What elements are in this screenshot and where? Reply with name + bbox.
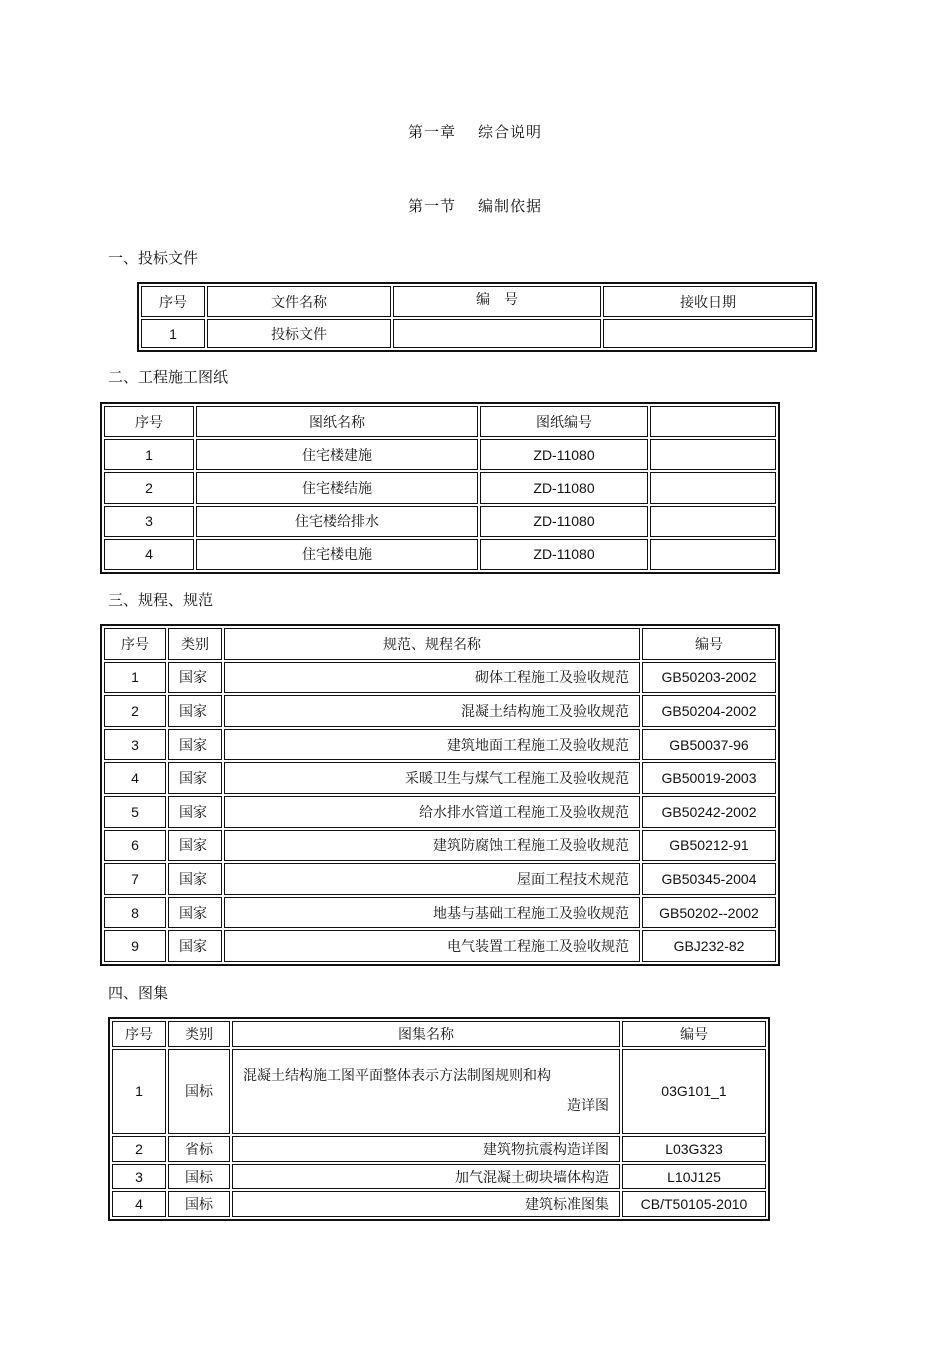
table-row — [104, 863, 776, 895]
table-cell: 6 — [104, 830, 166, 862]
table-cell: 混凝土结构施工及验收规范 — [224, 695, 640, 727]
table-cell: GB50203-2002 — [642, 662, 776, 694]
table-header-row — [104, 406, 776, 437]
table-cell: GB50037-96 — [642, 729, 776, 761]
table-row — [112, 1136, 766, 1162]
part3-title: 三、规程、规范 — [108, 591, 214, 609]
atlas-name-line1: 混凝土结构施工图平面整体表示方法制图规则和构 — [243, 1068, 551, 1085]
table-cell: 3 — [104, 506, 194, 537]
table-cell: ZD-11080 — [480, 539, 648, 570]
table-cell: 1 — [112, 1049, 166, 1135]
table-row — [104, 662, 776, 694]
table-cell: 国家 — [168, 897, 222, 929]
header-cell — [650, 406, 776, 437]
table-row — [104, 506, 776, 537]
table-cell: 国标 — [168, 1191, 230, 1217]
table-cell: 3 — [112, 1164, 166, 1190]
atlas-name-line2: 造详图 — [567, 1098, 609, 1115]
section-label: 第一节 — [407, 197, 456, 215]
table-cell: 国家 — [168, 863, 222, 895]
table-cell: 5 — [104, 796, 166, 828]
table-cell: 2 — [112, 1136, 166, 1162]
table-cell: GB50202--2002 — [642, 897, 776, 929]
table-cell: 国家 — [168, 830, 222, 862]
table-row — [104, 695, 776, 727]
table-cell: 加气混凝土砌块墙体构造 — [232, 1164, 620, 1190]
table-cell: 国家 — [168, 695, 222, 727]
table-row — [104, 729, 776, 761]
table-cell: 建筑物抗震构造详图 — [232, 1136, 620, 1162]
table-cell: 03G101_1 — [622, 1049, 766, 1135]
table-cell: 国标 — [168, 1049, 230, 1135]
header-cell: 编号 — [642, 628, 776, 660]
table-cell: 1 — [141, 319, 205, 348]
header-cell: 序号 — [104, 628, 166, 660]
table-cell: 1 — [104, 662, 166, 694]
table-cell: 国家 — [168, 930, 222, 962]
table-cell — [650, 539, 776, 570]
table-cell: 4 — [112, 1191, 166, 1217]
table-cell: 国家 — [168, 796, 222, 828]
table-cell: GBJ232-82 — [642, 930, 776, 962]
part3-table — [100, 624, 780, 966]
table-cell: GB50345-2004 — [642, 863, 776, 895]
table-cell: 国家 — [168, 729, 222, 761]
table-row — [112, 1049, 766, 1135]
table-cell: 8 — [104, 897, 166, 929]
header-cell: 接收日期 — [603, 286, 813, 317]
table-cell: 7 — [104, 863, 166, 895]
table-row — [112, 1164, 766, 1190]
table-cell — [650, 506, 776, 537]
table-cell: L03G323 — [622, 1136, 766, 1162]
table-row — [104, 930, 776, 962]
table-cell: 建筑防腐蚀工程施工及验收规范 — [224, 830, 640, 862]
table-cell — [603, 319, 813, 348]
table-cell: GB50204-2002 — [642, 695, 776, 727]
header-cell: 序号 — [112, 1021, 166, 1047]
table-cell: 2 — [104, 472, 194, 503]
table-cell: 4 — [104, 762, 166, 794]
table-row — [112, 1191, 766, 1217]
chapter-heading — [0, 121, 950, 142]
header-cell: 类别 — [168, 628, 222, 660]
table-cell: 省标 — [168, 1136, 230, 1162]
table-cell: 砌体工程施工及验收规范 — [224, 662, 640, 694]
table-cell: 国标 — [168, 1164, 230, 1190]
header-cell: 序号 — [104, 406, 194, 437]
table-cell: CB/T50105-2010 — [622, 1191, 766, 1217]
table-header-row — [141, 286, 813, 317]
table-cell: 9 — [104, 930, 166, 962]
part4-table — [108, 1017, 770, 1221]
table-cell: 建筑地面工程施工及验收规范 — [224, 729, 640, 761]
table-cell — [650, 439, 776, 470]
table-cell: L10J125 — [622, 1164, 766, 1190]
table-cell: ZD-11080 — [480, 506, 648, 537]
table-row — [104, 762, 776, 794]
part1-table — [137, 282, 817, 352]
chapter-label: 第一章 — [407, 123, 456, 141]
table-cell: 2 — [104, 695, 166, 727]
table-cell — [650, 472, 776, 503]
part2-title: 二、工程施工图纸 — [108, 368, 229, 386]
table-row — [104, 439, 776, 470]
table-cell: 屋面工程技术规范 — [224, 863, 640, 895]
table-cell — [232, 1049, 620, 1135]
table-cell: ZD-11080 — [480, 439, 648, 470]
table-cell: 地基与基础工程施工及验收规范 — [224, 897, 640, 929]
table-row — [104, 897, 776, 929]
table-row — [104, 472, 776, 503]
table-cell: GB50212-91 — [642, 830, 776, 862]
header-cell: 文件名称 — [207, 286, 391, 317]
header-cell: 图集名称 — [232, 1021, 620, 1047]
table-cell: 采暖卫生与煤气工程施工及验收规范 — [224, 762, 640, 794]
table-cell: ZD-11080 — [480, 472, 648, 503]
section-title: 编制依据 — [478, 197, 543, 215]
table-row — [104, 830, 776, 862]
table-cell: 国家 — [168, 662, 222, 694]
table-cell: 住宅楼电施 — [196, 539, 478, 570]
header-cell: 规范、规程名称 — [224, 628, 640, 660]
header-cell: 编 号 — [393, 286, 601, 317]
section-heading — [0, 195, 950, 216]
header-cell: 编号 — [622, 1021, 766, 1047]
table-cell: 给水排水管道工程施工及验收规范 — [224, 796, 640, 828]
table-cell: 电气装置工程施工及验收规范 — [224, 930, 640, 962]
part1-title: 一、投标文件 — [108, 249, 199, 267]
header-cell: 序号 — [141, 286, 205, 317]
table-cell — [393, 319, 601, 348]
table-cell: GB50019-2003 — [642, 762, 776, 794]
table-cell: 住宅楼结施 — [196, 472, 478, 503]
table-cell: 3 — [104, 729, 166, 761]
table-cell: 国家 — [168, 762, 222, 794]
table-row — [141, 319, 813, 348]
header-cell: 类别 — [168, 1021, 230, 1047]
part4-title: 四、图集 — [108, 984, 169, 1002]
header-cell: 图纸编号 — [480, 406, 648, 437]
table-header-row — [104, 628, 776, 660]
table-cell: 4 — [104, 539, 194, 570]
table-cell: 1 — [104, 439, 194, 470]
part2-table — [100, 402, 780, 574]
table-cell: 住宅楼建施 — [196, 439, 478, 470]
table-cell: 建筑标准图集 — [232, 1191, 620, 1217]
table-cell: 投标文件 — [207, 319, 391, 348]
table-row — [104, 539, 776, 570]
header-cell: 图纸名称 — [196, 406, 478, 437]
table-cell: 住宅楼给排水 — [196, 506, 478, 537]
chapter-title: 综合说明 — [478, 123, 543, 141]
table-cell: GB50242-2002 — [642, 796, 776, 828]
table-row — [104, 796, 776, 828]
table-header-row — [112, 1021, 766, 1047]
